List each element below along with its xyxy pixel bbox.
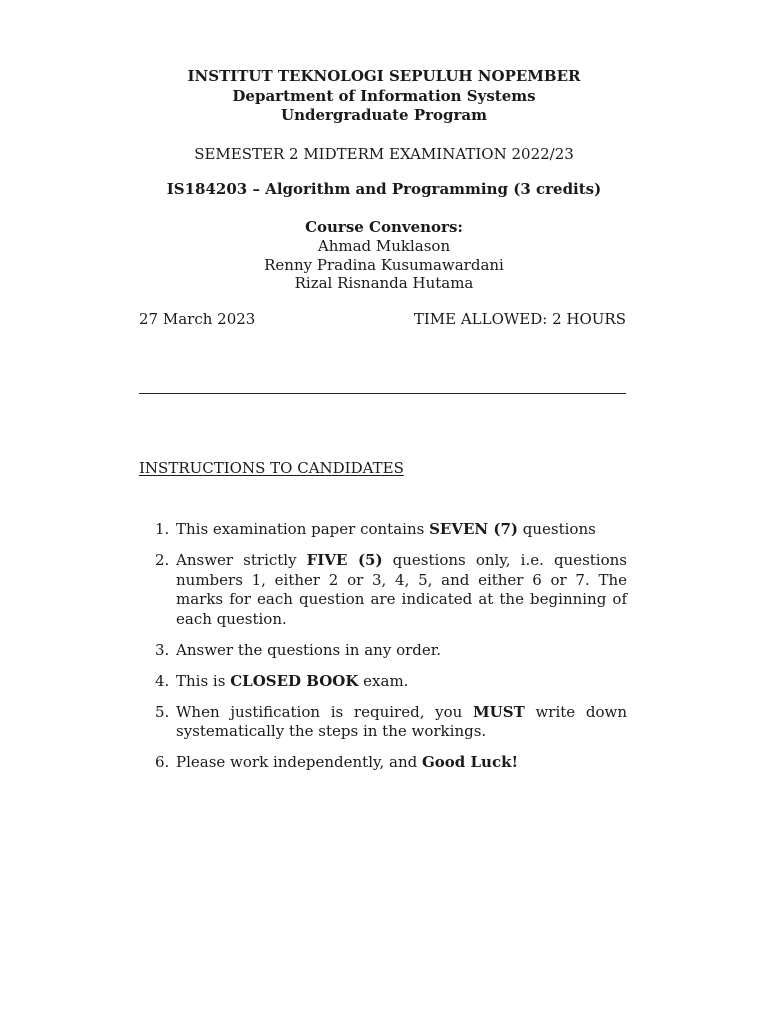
institution-name: INSTITUT TEKNOLOGI SEPULUH NOPEMBER	[187, 67, 581, 85]
item-text: When justification is required, you	[176, 702, 474, 721]
item-number: 6.	[155, 753, 170, 771]
horizontal-divider	[139, 393, 626, 394]
item-emphasis: Good Luck!	[421, 753, 519, 771]
instructions-heading: INSTRUCTIONS TO CANDIDATES	[139, 459, 404, 477]
instructions-list	[139, 520, 627, 784]
item-number: 3.	[155, 640, 170, 659]
time-allowed: TIME ALLOWED: 2 HOURS	[413, 310, 626, 328]
item-number: 2.	[155, 551, 170, 569]
department-name: Department of Information Systems	[232, 87, 536, 105]
exam-title: SEMESTER 2 MIDTERM EXAMINATION 2022/23	[194, 145, 574, 163]
item-number: 4.	[155, 671, 170, 690]
convenors-label: Course Convenors:	[305, 218, 463, 236]
item-text: This examination paper contains	[176, 520, 430, 538]
item-number: 1.	[155, 520, 170, 538]
item-text: This is	[176, 671, 231, 690]
convenor-name: Rizal Risnanda Hutama	[294, 274, 474, 292]
item-text: Answer strictly	[176, 551, 307, 569]
list-item	[139, 551, 627, 629]
program-name: Undergraduate Program	[280, 106, 487, 124]
list-item	[139, 703, 627, 742]
item-emphasis: MUST	[473, 702, 525, 721]
exam-date: 27 March 2023	[139, 310, 256, 328]
item-text: exam.	[358, 671, 409, 690]
list-item	[139, 753, 627, 773]
item-emphasis: FIVE (5)	[306, 551, 383, 569]
item-text: Please work independently, and	[176, 753, 422, 771]
item-number: 5.	[155, 702, 170, 721]
convenor-name: Ahmad Muklason	[317, 237, 451, 255]
item-emphasis: SEVEN (7)	[429, 520, 518, 538]
item-text: write down systematically the steps in the workings.	[176, 702, 627, 740]
item-text: Answer the questions in any order.	[176, 640, 442, 659]
item-text: questions	[517, 520, 596, 538]
list-item	[139, 641, 627, 661]
item-emphasis: CLOSED BOOK	[230, 671, 359, 690]
course-title: IS184203 – Algorithm and Programming (3 credits)	[166, 180, 602, 198]
list-item	[139, 672, 627, 692]
item-text: questions only, i.e. questions numbers 1, either 2 or 3, 4, 5, and either 6 or 7. The marks for each question are indicated at the beginning of each question.	[176, 551, 627, 628]
list-item	[139, 520, 627, 540]
convenor-name: Renny Pradina Kusumawardani	[264, 256, 504, 274]
